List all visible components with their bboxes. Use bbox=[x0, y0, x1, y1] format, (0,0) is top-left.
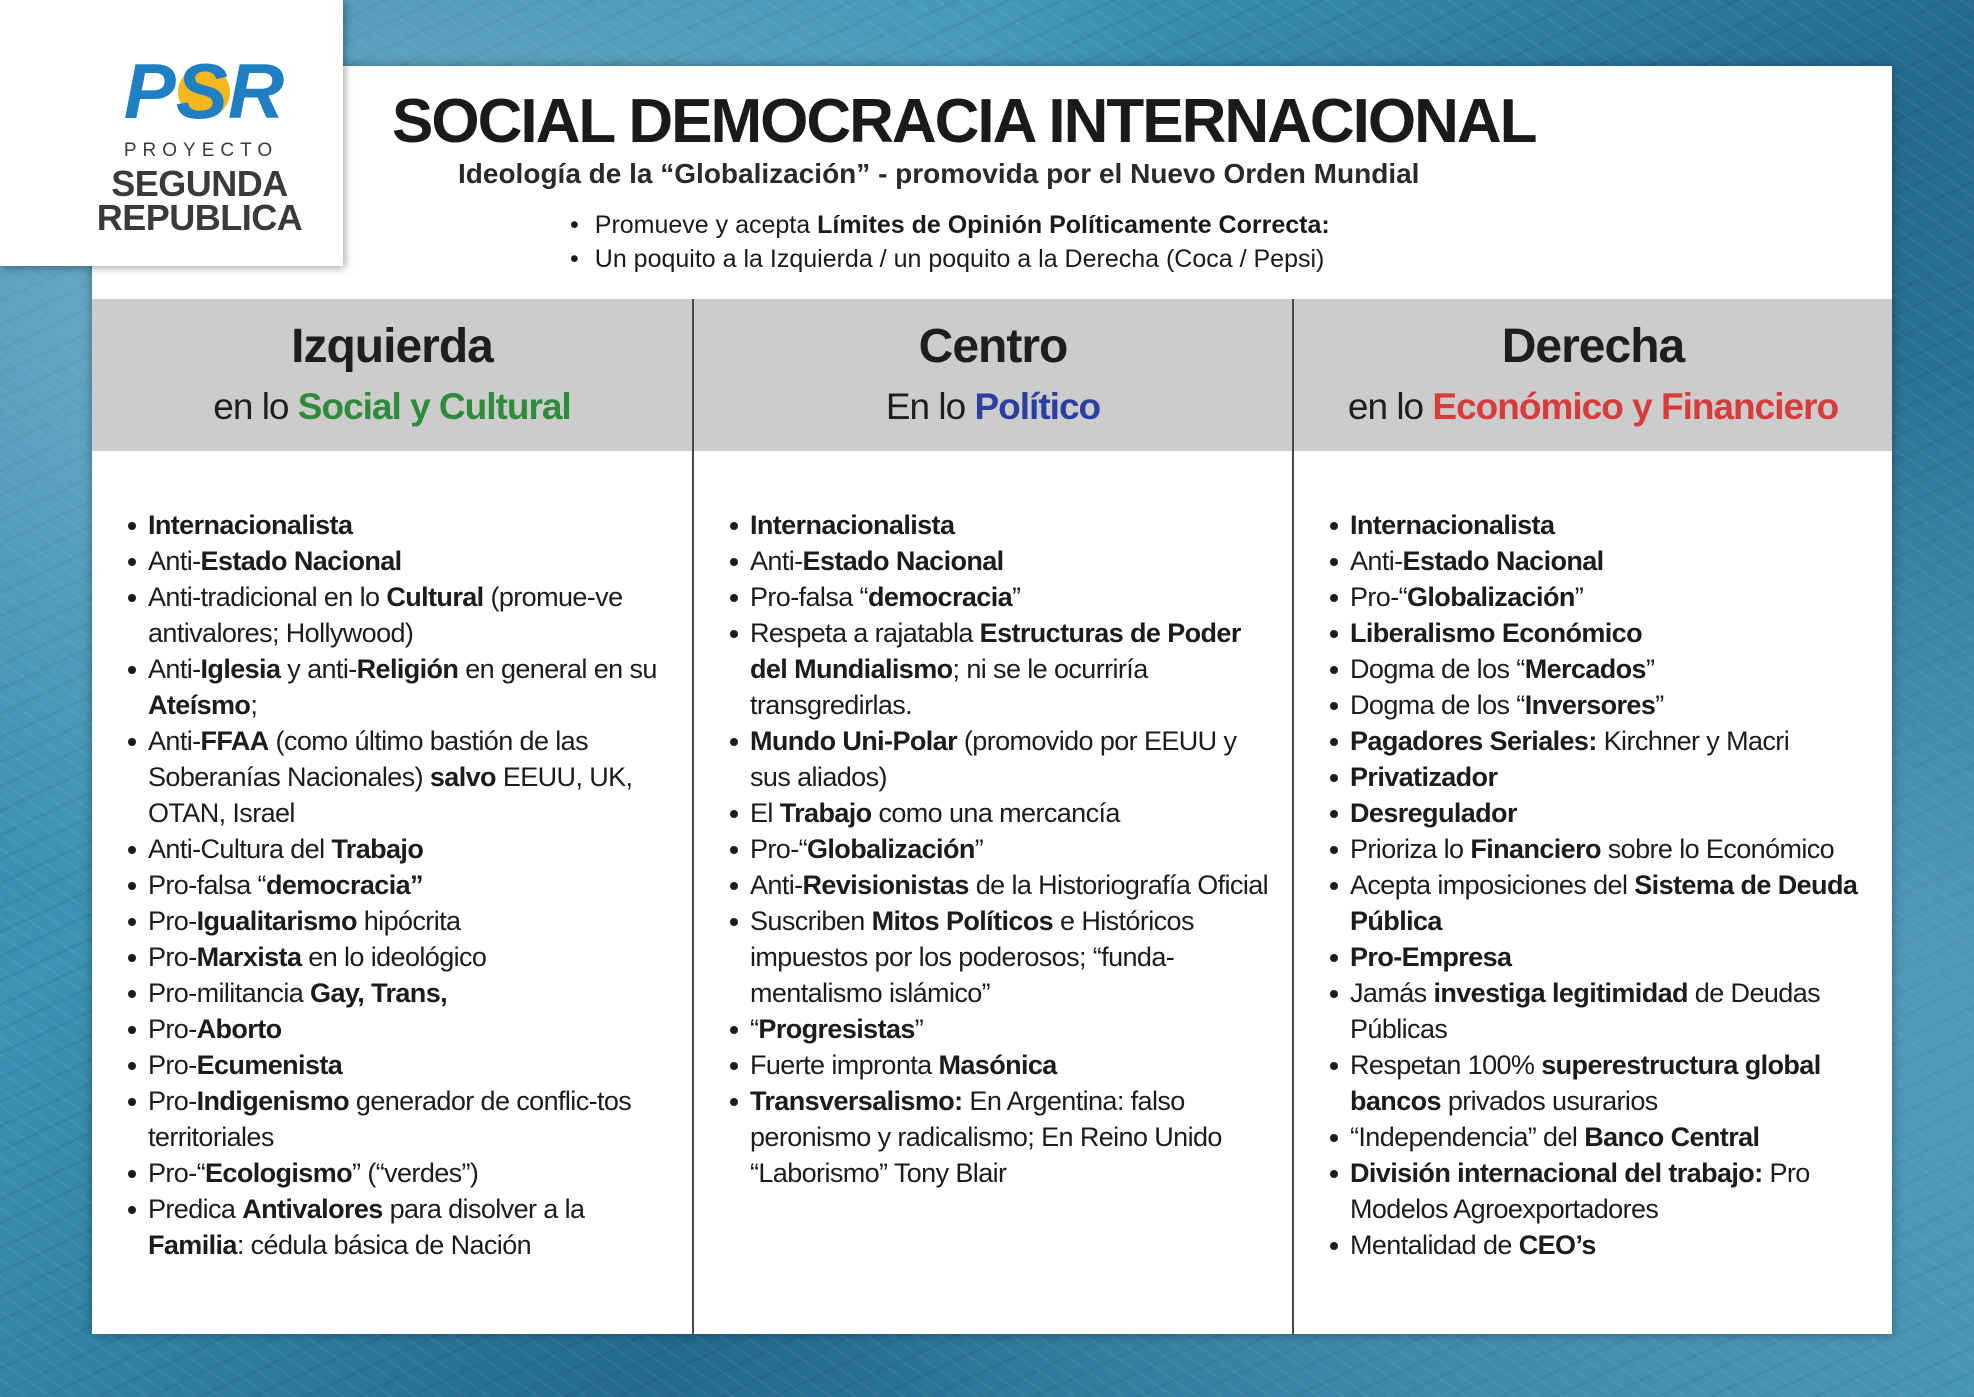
column-item: Transversalismo: En Argentina: falso peronismo y radicalismo; En Reino Unido “Laborismo” Tony Blair bbox=[730, 1083, 1282, 1191]
column-subtitle-highlight: Económico y Financiero bbox=[1432, 386, 1839, 427]
column-item: Anti-Estado Nacional bbox=[128, 543, 680, 579]
column-subtitle-highlight: Político bbox=[974, 386, 1101, 427]
page-subtitle: Ideología de la “Globalización” - promovida por el Nuevo Orden Mundial bbox=[458, 158, 1420, 189]
intro-list bbox=[572, 208, 1572, 276]
column-item: “Progresistas” bbox=[730, 1011, 1282, 1047]
column-items bbox=[1330, 507, 1882, 1263]
column-derecha bbox=[1292, 299, 1892, 1334]
column-header bbox=[694, 299, 1292, 451]
column-item: Anti-Cultura del Trabajo bbox=[128, 831, 680, 867]
logo-line-1: PROYECTO bbox=[123, 140, 279, 161]
logo-line-2: SEGUNDA bbox=[111, 163, 288, 204]
column-title: Centro bbox=[918, 320, 1068, 373]
column-item: Fuerte impronta Masónica bbox=[730, 1047, 1282, 1083]
column-item: “Independencia” del Banco Central bbox=[1330, 1119, 1882, 1155]
column-item: Pro-Aborto bbox=[128, 1011, 680, 1047]
column-item: Desregulador bbox=[1330, 795, 1882, 831]
column-item: Respetan 100% superestructura global bancos privados usurarios bbox=[1330, 1047, 1882, 1119]
column-item: Dogma de los “Inversores” bbox=[1330, 687, 1882, 723]
logo-line-3: REPUBLICA bbox=[96, 197, 303, 238]
column-subtitle: En lo Político bbox=[885, 386, 1101, 427]
column-item: Pro-Ecumenista bbox=[128, 1047, 680, 1083]
intro-item: • Un poquito a la Izquierda / un poquito a la Derecha (Coca / Pepsi) bbox=[572, 242, 1572, 276]
column-items bbox=[730, 507, 1282, 1191]
intro-item: • Promueve y acepta Límites de Opinión Políticamente Correcta: bbox=[572, 208, 1572, 242]
psr-logo-mark bbox=[104, 52, 304, 132]
column-item: Predica Antivalores para disolver a la Familia: cédula básica de Nación bbox=[128, 1191, 680, 1263]
column-item: Pro-falsa “democracia” bbox=[128, 867, 680, 903]
column-item: Mundo Uni-Polar (promovido por EEUU y sus aliados) bbox=[730, 723, 1282, 795]
ideology-columns bbox=[92, 299, 1892, 1334]
column-item: El Trabajo como una mercancía bbox=[730, 795, 1282, 831]
column-item: Jamás investiga legitimidad de Deudas Públicas bbox=[1330, 975, 1882, 1047]
column-item: Pro-militancia Gay, Trans, bbox=[128, 975, 680, 1011]
svg-text:PSR: PSR bbox=[123, 52, 285, 132]
column-subtitle-highlight: Social y Cultural bbox=[297, 386, 571, 427]
page-title: SOCIAL DEMOCRACIA INTERNACIONAL bbox=[392, 87, 1536, 156]
column-title: Izquierda bbox=[291, 320, 493, 373]
column-item: Pagadores Seriales: Kirchner y Macri bbox=[1330, 723, 1882, 759]
column-item: Anti-Iglesia y anti-Religión en general en su Ateísmo; bbox=[128, 651, 680, 723]
column-item: Internacionalista bbox=[1330, 507, 1882, 543]
column-item: Pro-Marxista en lo ideológico bbox=[128, 939, 680, 975]
column-item: Dogma de los “Mercados” bbox=[1330, 651, 1882, 687]
column-item: Pro-“Ecologismo” (“verdes”) bbox=[128, 1155, 680, 1191]
column-izquierda bbox=[92, 299, 692, 1334]
column-item: Suscriben Mitos Políticos e Históricos impuestos por los poderosos; “funda-mentalismo islámico” bbox=[730, 903, 1282, 1011]
column-item: Acepta imposiciones del Sistema de Deuda Pública bbox=[1330, 867, 1882, 939]
column-item: Privatizador bbox=[1330, 759, 1882, 795]
column-item: Liberalismo Económico bbox=[1330, 615, 1882, 651]
logo bbox=[0, 0, 343, 266]
column-items bbox=[128, 507, 680, 1263]
column-header bbox=[1294, 299, 1892, 451]
column-item: Mentalidad de CEO’s bbox=[1330, 1227, 1882, 1263]
column-item: Prioriza lo Financiero sobre lo Económico bbox=[1330, 831, 1882, 867]
column-subtitle: en lo Económico y Financiero bbox=[1347, 386, 1839, 427]
column-item: Internacionalista bbox=[730, 507, 1282, 543]
column-item: Respeta a rajatabla Estructuras de Poder del Mundialismo; ni se le ocurriría transgredirlas. bbox=[730, 615, 1282, 723]
column-title: Derecha bbox=[1501, 320, 1685, 373]
column-item: Pro-Igualitarismo hipócrita bbox=[128, 903, 680, 939]
column-centro bbox=[692, 299, 1292, 1334]
column-item: División internacional del trabajo: Pro Modelos Agroexportadores bbox=[1330, 1155, 1882, 1227]
column-item: Anti-Revisionistas de la Historiografía Oficial bbox=[730, 867, 1282, 903]
column-item: Pro-falsa “democracia” bbox=[730, 579, 1282, 615]
column-item: Anti-Estado Nacional bbox=[1330, 543, 1882, 579]
column-item: Pro-Indigenismo generador de conflic-tos territoriales bbox=[128, 1083, 680, 1155]
column-item: Pro-“Globalización” bbox=[1330, 579, 1882, 615]
column-item: Anti-Estado Nacional bbox=[730, 543, 1282, 579]
column-subtitle: en lo Social y Cultural bbox=[213, 386, 571, 427]
main-panel bbox=[92, 66, 1892, 1334]
column-header bbox=[92, 299, 692, 451]
column-item: Anti-FFAA (como último bastión de las Soberanías Nacionales) salvo EEUU, UK, OTAN, Israel bbox=[128, 723, 680, 831]
column-item: Internacionalista bbox=[128, 507, 680, 543]
column-item: Anti-tradicional en lo Cultural (promue-ve antivalores; Hollywood) bbox=[128, 579, 680, 651]
column-item: Pro-Empresa bbox=[1330, 939, 1882, 975]
column-item: Pro-“Globalización” bbox=[730, 831, 1282, 867]
